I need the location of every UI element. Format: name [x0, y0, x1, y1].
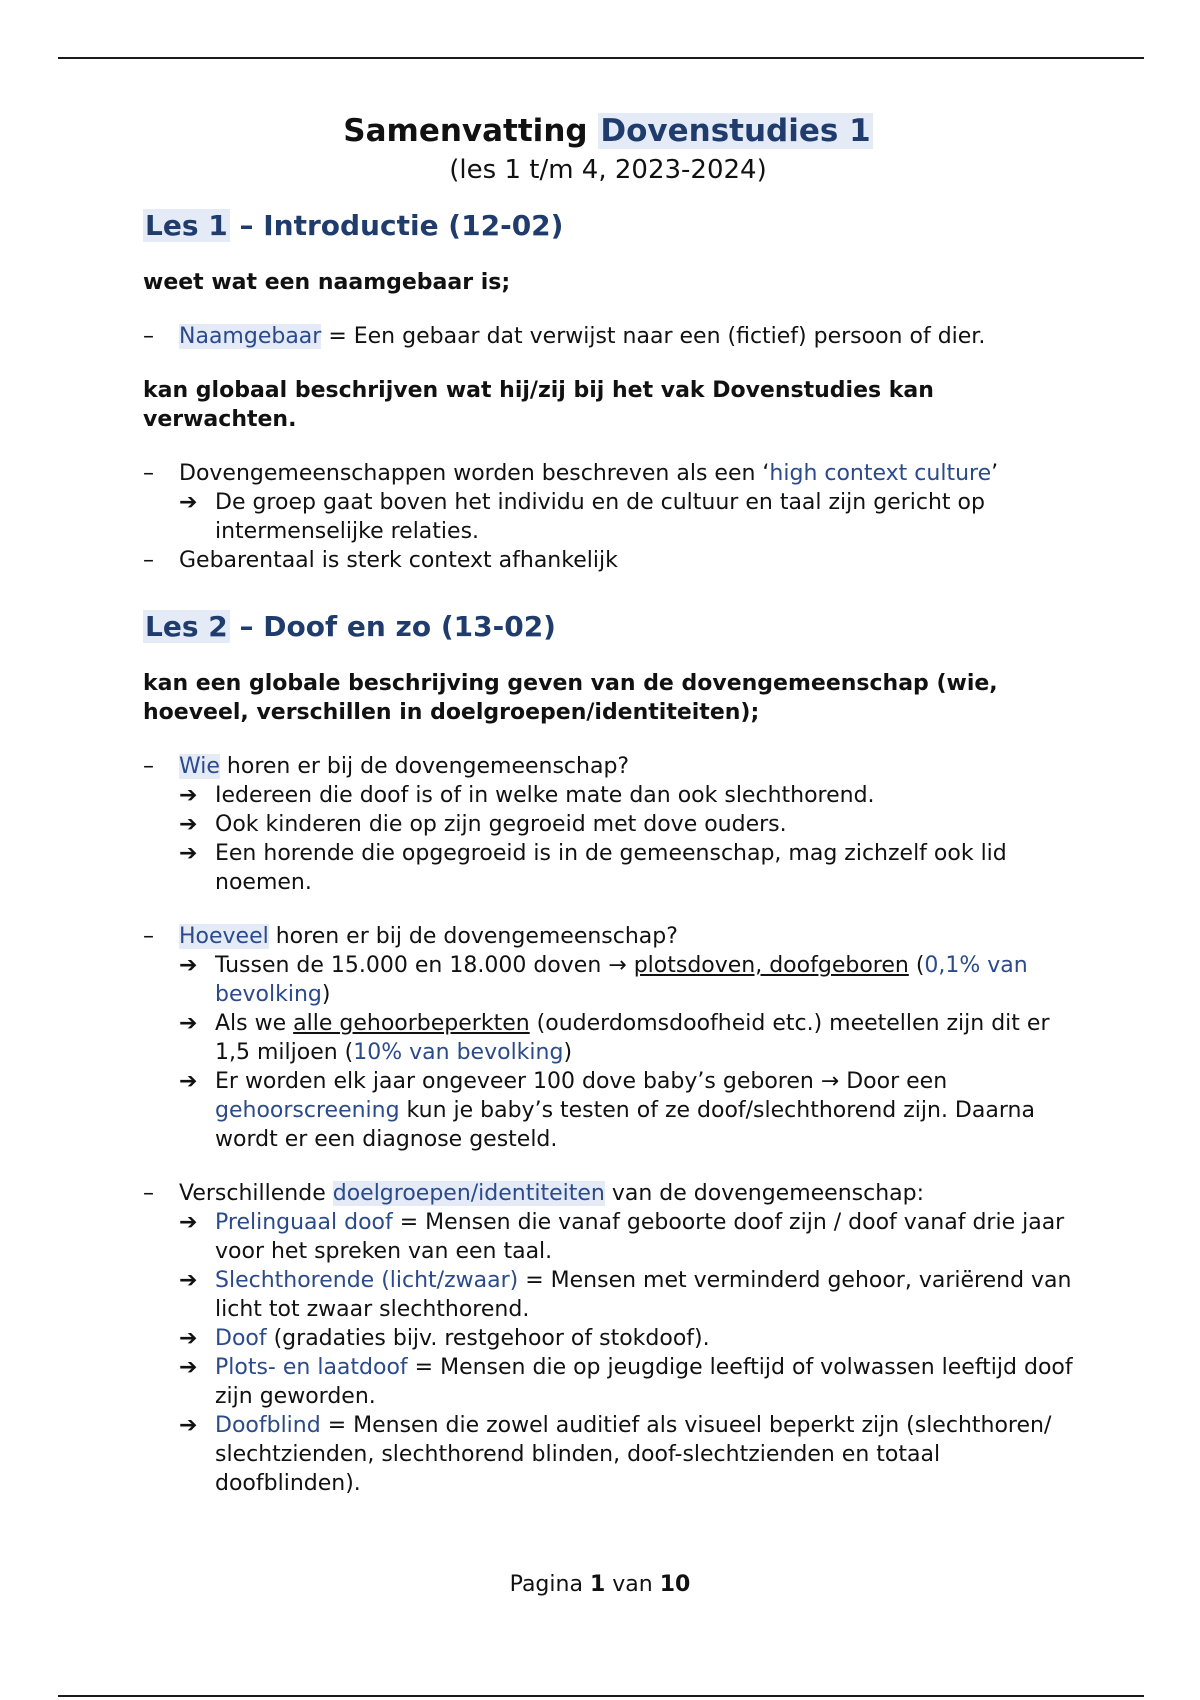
term-text: Doof — [215, 1326, 267, 1351]
page-footer — [0, 1572, 1200, 1597]
item-text: Verschillende — [179, 1181, 333, 1206]
les1-list1 — [143, 322, 1073, 351]
sub-item: ➔ Ook kinderen die op zijn gegroeid met dove ouders. — [179, 810, 1073, 839]
term-high-context-culture: high context culture — [769, 461, 992, 486]
les2-heading — [143, 607, 1073, 647]
footer-text: Pagina — [509, 1572, 590, 1597]
underlined-text: alle gehoorbeperkten — [293, 1011, 530, 1036]
page-total: 10 — [659, 1572, 691, 1597]
page-content — [143, 110, 1073, 1498]
item-text: = Mensen die vanaf geboorte doof zijn / doof vanaf drie jaar voor het spreken van een taal. — [215, 1210, 1065, 1264]
les2-list-wie — [143, 752, 1073, 897]
les1-list2 — [143, 459, 1073, 575]
term-gehoorscreening: gehoorscreening — [215, 1098, 400, 1123]
term-text: Doofblind — [215, 1413, 321, 1438]
term-naamgebaar: Naamgebaar — [179, 324, 322, 349]
term-text: Plots- en laatdoof — [215, 1355, 408, 1380]
term-text: Prelinguaal doof — [215, 1210, 393, 1235]
title-prefix: Samenvatting — [343, 113, 588, 149]
term-text: 0,1% van bevolking — [215, 953, 1028, 1007]
item-text: Er worden elk jaar ongeveer 100 dove baby’s geboren → Door een — [215, 1069, 948, 1094]
sub-list — [179, 488, 1073, 546]
item-text: = Mensen die zowel auditief als visueel beperkt zijn (slechthoren/ slechtzienden, slechthorend blinden, doof-slechtzienden en totaal doofblinden). — [215, 1413, 1052, 1496]
sub-list — [179, 951, 1073, 1154]
item-text: ’ — [991, 461, 999, 486]
item-text: kun je baby’s testen of ze doof/slechthorend zijn. Daarna wordt er een diagnose gesteld. — [215, 1098, 1035, 1152]
item-text: (ouderdomsdoofheid etc.) meetellen zijn dit er 1,5 miljoen ( — [215, 1011, 1050, 1065]
les2-goal: kan een globale beschrijving geven van de dovengemeenschap (wie, hoeveel, verschillen in doelgroepen/identiteiten); — [143, 671, 998, 725]
les2-list-hoeveel — [143, 922, 1073, 1154]
sub-item — [179, 1353, 1073, 1411]
list-item — [143, 752, 1073, 897]
les2-title: – Doof en zo (13-02) — [229, 610, 556, 643]
les1-number: Les 1 — [145, 209, 228, 242]
page-number: 1 — [589, 1572, 606, 1597]
top-rule — [58, 57, 1144, 59]
sub-item — [179, 1067, 1073, 1154]
sub-list — [179, 781, 1073, 897]
les1-heading — [143, 206, 1073, 246]
list-item — [143, 322, 1073, 351]
sub-item: ➔ Iedereen die doof is of in welke mate dan ook slechthorend. — [179, 781, 1073, 810]
list-item: – Gebarentaal is sterk context afhankelijk — [143, 546, 1073, 575]
les1-title: – Introductie (12-02) — [229, 209, 564, 242]
les2-number: Les 2 — [145, 610, 228, 643]
sub-item — [179, 1009, 1073, 1067]
sub-item: ➔ Een horende die opgegroeid is in de gemeenschap, mag zichzelf ook lid noemen. — [179, 839, 1073, 897]
document-subtitle: (les 1 t/m 4, 2023-2024) — [449, 155, 767, 185]
item-text: horen er bij de dovengemeenschap? — [219, 754, 630, 779]
list-item — [143, 922, 1073, 1154]
document-title — [143, 110, 1073, 152]
sub-item — [179, 1208, 1073, 1266]
item-text: = Mensen die op jeugdige leeftijd of volwassen leeftijd doof zijn geworden. — [215, 1355, 1073, 1409]
item-text: (gradaties bijv. restgehoor of stokdoof). — [266, 1326, 710, 1351]
title-course: Dovenstudies 1 — [600, 113, 871, 149]
underlined-text: plotsdoven, doofgeboren — [633, 953, 909, 978]
sub-item — [179, 951, 1073, 1009]
item-text: ) — [563, 1040, 573, 1065]
sub-item: ➔ De groep gaat boven het individu en de cultuur en taal zijn gericht op intermenselijke relaties. — [179, 488, 1073, 546]
les1-goal2: kan globaal beschrijven wat hij/zij bij het vak Dovenstudies kan verwachten. — [143, 378, 934, 432]
sub-item — [179, 1324, 1073, 1353]
term-doelgroepen: doelgroepen/identiteiten — [332, 1181, 605, 1206]
item-text: Tussen de 15.000 en 18.000 doven → — [215, 953, 634, 978]
sub-list — [179, 1208, 1073, 1498]
item-text: = Mensen met verminderd gehoor, variërend van licht tot zwaar slechthorend. — [215, 1268, 1072, 1322]
footer-text: van — [605, 1572, 660, 1597]
list-item — [143, 459, 1073, 546]
term-hoeveel: Hoeveel — [179, 924, 269, 949]
sub-item — [179, 1411, 1073, 1498]
item-text: ( — [908, 953, 925, 978]
item-text: = Een gebaar dat verwijst naar een (fictief) persoon of dier. — [321, 324, 986, 349]
sub-item — [179, 1266, 1073, 1324]
item-text: horen er bij de dovengemeenschap? — [268, 924, 678, 949]
list-item — [143, 1179, 1073, 1498]
bottom-rule — [58, 1695, 1144, 1697]
item-text: Als we — [215, 1011, 294, 1036]
term-text: Slechthorende (licht/zwaar) — [215, 1268, 519, 1293]
les2-list-doelgroepen — [143, 1179, 1073, 1498]
item-text: van de dovengemeenschap: — [604, 1181, 925, 1206]
les1-goal1: weet wat een naamgebaar is; — [143, 270, 511, 295]
term-wie: Wie — [179, 754, 220, 779]
item-text: ) — [321, 982, 331, 1007]
item-text: Dovengemeenschappen worden beschreven als een ‘ — [179, 461, 770, 486]
term-text: 10% van bevolking — [353, 1040, 564, 1065]
